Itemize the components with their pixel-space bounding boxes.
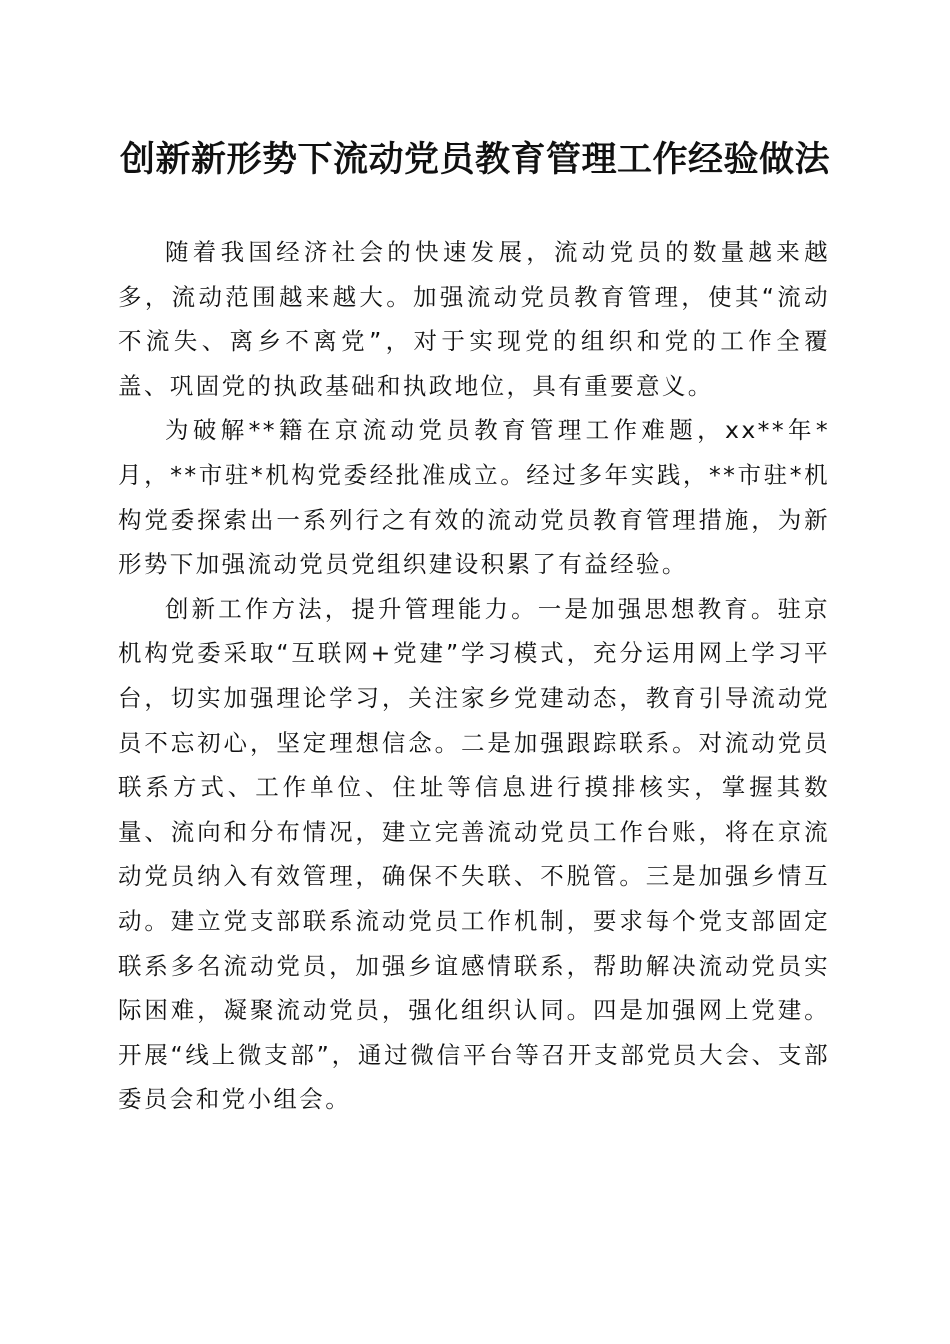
paragraph-3: 创新工作方法，提升管理能力。一是加强思想教育。驻京机构党委采取“互联网+党建”学习模式，充分运用网上学习平台，切实加强理论学习，关注家乡党建动态，教育引导流动党员不忘初心，坚定理想信念。二是加强跟踪联系。对流动党员联系方式、工作单位、住址等信息进行摸排核实，掌握其数量、流向和分布情况，建立完善流动党员工作台账，将在京流动党员纳入有效管理，确保不失联、不脱管。三是加强乡情互动。建立党支部联系流动党员工作机制，要求每个党支部固定联系多名流动党员，加强乡谊感情联系，帮助解决流动党员实际困难，凝聚流动党员，强化组织认同。四是加强网上党建。开展“线上微支部”，通过微信平台等召开支部党员大会、支部委员会和党小组会。 [118, 594, 830, 1114]
document-body [118, 230, 830, 1122]
document-title: 创新新形势下流动党员教育管理工作经验做法 [119, 139, 830, 180]
paragraph-2: 为破解**籍在京流动党员教育管理工作难题，xx**年*月，**市驻*机构党委经批准成立。经过多年实践，**市驻*机构党委探索出一系列行之有效的流动党员教育管理措施，为新形势下加强流动党员党组织建设积累了有益经验。 [118, 416, 830, 579]
paragraph-1: 随着我国经济社会的快速发展，流动党员的数量越来越多，流动范围越来越大。加强流动党员教育管理，使其“流动不流失、离乡不离党”，对于实现党的组织和党的工作全覆盖、巩固党的执政基础和执政地位，具有重要意义。 [118, 238, 830, 400]
